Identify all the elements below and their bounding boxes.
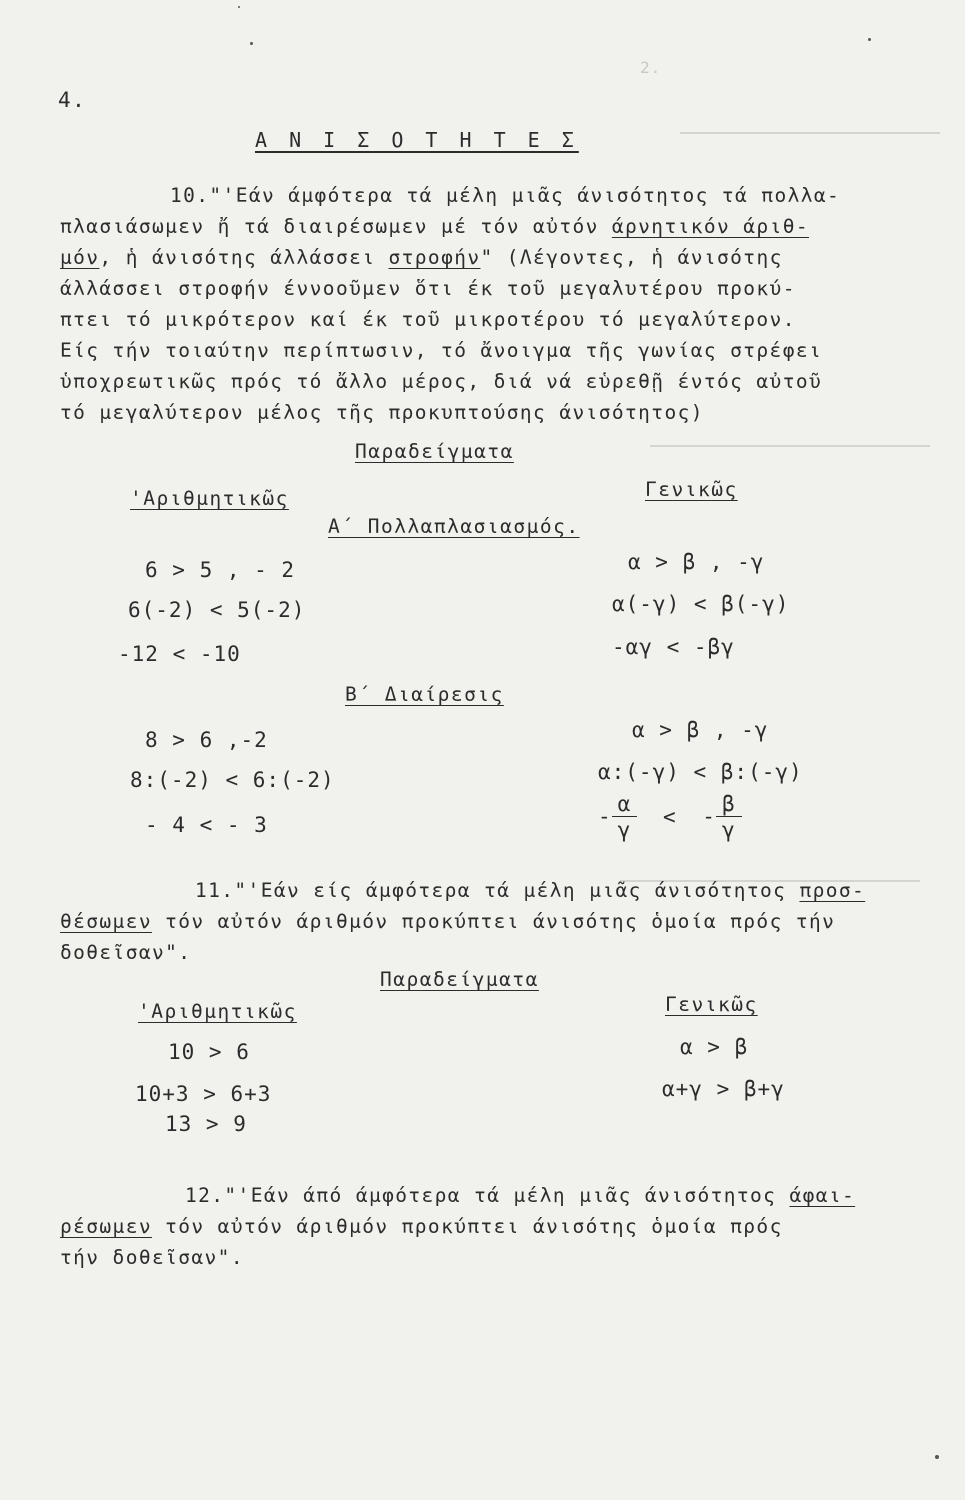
rule-10-line: τό μεγαλύτερον μέλος τῆς προκυπτούσης άνισότητος)	[60, 401, 704, 424]
rule-10-line: ὑποχρεωτικῶς πρός τό ἄλλο μέρος, διά νά εὑρεθῇ έντός αὐτοῦ	[60, 370, 823, 393]
underlined-term: θέσωμεν	[60, 910, 152, 933]
underlined-term: ρέσωμεν	[60, 1215, 152, 1238]
rule-12-paragraph	[60, 1180, 940, 1273]
rule-12-line: ρέσωμεν τόν αὐτόν άριθμόν προκύπτει άνισότης ὁμοία πρός	[60, 1215, 783, 1238]
bleed-through-text: 2.	[640, 58, 662, 77]
mult-general-line: α(-γ) < β(-γ)	[612, 592, 790, 616]
rule-12-line: 12."'Εάν άπό άμφότερα τά μέλη μιᾶς άνισότητος άφαι-	[185, 1184, 856, 1207]
div-general-line: α > β , -γ	[632, 718, 769, 742]
arithmetically-heading: 'Αριθμητικῶς	[130, 487, 289, 510]
speck	[238, 6, 240, 8]
mult-general-line: α > β , -γ	[628, 550, 765, 574]
div-arith-line: 8:(-2) < 6:(-2)	[130, 768, 335, 792]
multiplication-subheading: Α΄ Πολλαπλασιασμός.	[328, 515, 580, 538]
rule-10-text: , ἡ άνισότης άλλάσσει	[99, 246, 389, 269]
div-general-fraction: - $\frac{\alpha}{\gamma}$ < - $\frac{\beta}{\gamma}$	[598, 792, 742, 843]
page-title: Α Ν Ι Σ Ο Τ Η Τ Ε Σ	[255, 128, 579, 152]
div-arith-line: 8 > 6 ,-2	[145, 728, 268, 752]
mult-arith-line: 6(-2) < 5(-2)	[128, 598, 306, 622]
rule-12-line: τήν δοθεῖσαν".	[60, 1246, 244, 1269]
add-general-line: α+γ > β+γ	[662, 1077, 785, 1101]
rule-11-line: 11."'Εάν είς άμφότερα τά μέλη μιᾶς άνισότητος προσ-	[195, 879, 866, 902]
underlined-term: άρνητικόν άριθ-	[611, 215, 809, 238]
add-arith-line: 10+3 > 6+3	[135, 1082, 272, 1106]
mult-general-line: -αγ < -βγ	[612, 635, 735, 659]
rule-11-line: θέσωμεν τόν αὐτόν άριθμόν προκύπτει άνισότης ὁμοία πρός τήν	[60, 910, 836, 933]
generally-heading: Γενικῶς	[645, 478, 738, 501]
fraction-right: $\frac{\beta}{\gamma}$	[716, 792, 742, 843]
speck	[868, 38, 871, 41]
add-arith-line: 13 > 9	[165, 1112, 247, 1136]
division-subheading: Β΄ Διαίρεσις	[345, 683, 504, 706]
rule-10-text: " (Λέγοντες, ἡ άνισότης	[480, 246, 783, 269]
rule-10-paragraph	[60, 180, 940, 428]
generally-heading: Γενικῶς	[665, 993, 758, 1016]
add-general-line: α > β	[680, 1035, 749, 1059]
examples-heading: Παραδείγματα	[380, 968, 539, 991]
underlined-term: στροφήν	[388, 246, 481, 269]
rule-10-text: πλασιάσωμεν ἤ τά διαιρέσωμεν μέ τόν αὐτόν	[60, 215, 612, 238]
rule-11-line: δοθεῖσαν".	[60, 941, 192, 964]
underlined-term: μόν	[60, 246, 100, 269]
div-general-line: α:(-γ) < β:(-γ)	[598, 760, 803, 784]
fraction-left: $\frac{\alpha}{\gamma}$	[612, 792, 638, 843]
speck	[935, 1455, 939, 1459]
rule-10-line: 10."'Εάν άμφότερα τά μέλη μιᾶς άνισότητος τά πολλα-	[170, 184, 841, 207]
underlined-term: άφαι-	[789, 1184, 856, 1207]
underlined-term: προσ-	[799, 879, 866, 902]
arithmetically-heading: 'Αριθμητικῶς	[138, 1000, 297, 1023]
page-number: 4.	[58, 88, 87, 112]
speck	[250, 42, 253, 45]
rule-10-line	[60, 211, 940, 242]
add-arith-line: 10 > 6	[168, 1040, 250, 1064]
rule-10-line: πτει τό μικρότερον καί έκ τοῦ μικροτέρου τό μεγαλύτερον.	[60, 308, 796, 331]
bleed-through-line	[680, 132, 940, 134]
rule-11-paragraph	[60, 875, 940, 968]
rule-10-line: Είς τήν τοιαύτην περίπτωσιν, τό ἄνοιγμα τῆς γωνίας στρέφει	[60, 339, 823, 362]
rule-10-line: άλλάσσει στροφήν έννοοῦμεν ὅτι έκ τοῦ μεγαλυτέρου προκύ-	[60, 277, 796, 300]
mult-arith-line: -12 < -10	[118, 642, 241, 666]
div-arith-line: - 4 < - 3	[145, 813, 268, 837]
examples-heading: Παραδείγματα	[355, 440, 514, 463]
bleed-through-line	[650, 445, 930, 447]
mult-arith-line: 6 > 5 , - 2	[145, 558, 296, 582]
rule-10-line	[60, 242, 940, 273]
